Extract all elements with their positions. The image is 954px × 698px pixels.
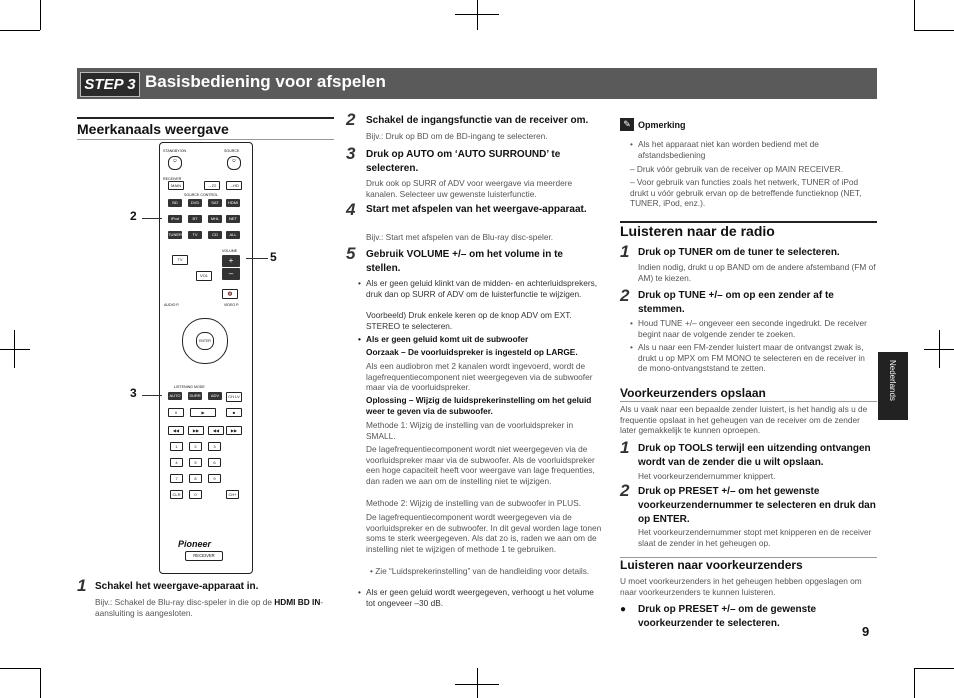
remote-key: ▶▶ <box>188 426 204 435</box>
reference-note: • Zie “Luidsprekerinstelling” van de handleiding voor details. <box>370 566 590 576</box>
step-bullet: ● <box>620 604 627 615</box>
power-button-icon: ⏻ <box>168 156 182 170</box>
remote-label: LISTENING MODE <box>174 385 205 389</box>
registration-mark <box>477 668 478 698</box>
remote-key: CD <box>208 231 222 239</box>
section-heading-listen: Luisteren naar voorkeurzenders <box>620 558 803 572</box>
section-heading-multichannel: Meerkanaals weergave <box>77 121 229 137</box>
crop-mark <box>914 0 915 30</box>
section-intro: Als u vaak naar een bepaalde zender luistert, is het handig als u de frequentie opslaat in het geheugen van de receiver om de zender later gemakkelijk te kunnen oproepen. <box>620 404 868 436</box>
enter-button-icon: ENTER <box>196 332 214 350</box>
remote-label: SOURCE CONTROL <box>184 193 218 197</box>
step-title: Start met afspelen van het weergave-apparaat. <box>366 204 587 215</box>
crop-mark <box>0 668 40 669</box>
note-bullet: • Houd TUNE +/– ongeveer een seconde ingedrukt. De receiver begint naar de volgende zender te zoeken. <box>638 318 874 339</box>
crop-mark <box>914 668 915 698</box>
step-detail: Indien nodig, drukt u op BAND om de andere afstemband (FM of AM) te kiezen. <box>638 262 876 283</box>
num-key: 1 <box>170 442 183 451</box>
step-detail: Bijv.: Druk op BD om de BD-ingang te selecteren. <box>366 131 548 141</box>
remote-key: ◀◀ <box>208 426 224 435</box>
heading-underline <box>77 139 334 140</box>
mute-icon: 🔇 <box>222 289 238 299</box>
step-detail: Het voorkeurzendernummer knippert. <box>638 471 776 481</box>
registration-mark <box>477 0 478 30</box>
remote-control-illustration <box>159 142 253 574</box>
remote-key: ▶▶ <box>226 426 242 435</box>
page-number: 9 <box>862 624 870 639</box>
remote-key: ■ <box>226 408 242 417</box>
remote-key: ◀◀ <box>168 426 184 435</box>
step-title: Druk op PRESET +/– om het gewenste voorkeurzendernummer te selecteren en druk dan op ENTER. <box>638 486 876 525</box>
remote-key-adv: ADV <box>208 392 222 400</box>
registration-mark <box>0 349 30 350</box>
method-2-text: De lagefrequentiecomponent wordt weergegeven via de voorluidspreker en de subwoofer. In dit geval worden lage tonen soms te sterk weergegeven. Als dat zo is, raden we aan om de instelling niet te wijzigen of methode 1 te gebruiken. <box>366 512 602 554</box>
section-intro: U moet voorkeurzenders in het geheugen hebben opgeslagen om naar voorkeurzenders te kunnen luisteren. <box>620 576 862 597</box>
remote-key: BT <box>188 215 202 223</box>
num-key: 4 <box>170 458 183 467</box>
heading-rule <box>77 117 334 119</box>
callout-line <box>142 218 162 219</box>
remote-key: HDMI <box>227 200 239 205</box>
note-bullet: • Als er geen geluid wordt weergegeven, verhoogt u het volume tot ongeveer –30 dB. <box>366 587 602 608</box>
solution-title: Oplossing – Wijzig de luidsprekerinstelling om het geluid weer te geven via de subwoofer. <box>366 395 592 416</box>
remote-key: TV <box>188 231 202 239</box>
pioneer-logo: Pioneer <box>178 539 212 549</box>
remote-key: MAIN <box>168 181 184 190</box>
section-heading-save: Voorkeurzenders opslaan <box>620 386 766 400</box>
remote-key: SAT <box>208 199 222 207</box>
num-key: 0 <box>189 490 202 499</box>
num-key: 8 <box>189 474 202 483</box>
remote-key: iPod <box>168 215 182 223</box>
step-detail: Bijv.: Start met afspelen van de Blu-ray disc-speler. <box>366 232 554 242</box>
note-icon: ✎ <box>620 118 634 131</box>
step-title: Schakel de ingangsfunctie van de receiver om. <box>366 115 589 126</box>
step-number: 2 <box>620 481 630 500</box>
num-key: 2 <box>189 442 202 451</box>
method-1: Methode 1: Wijzig de instelling van de voorluidspreker in SMALL. <box>366 420 574 441</box>
remote-label: SOURCE <box>224 149 240 153</box>
remote-key: VOL <box>196 271 212 281</box>
step-title: Druk op TUNER om de tuner te selecteren. <box>638 247 840 258</box>
callout-line <box>246 258 268 259</box>
note-text: Voorbeeld) Druk enkele keren op de knop ADV om EXT. STEREO te selecteren. <box>366 310 572 331</box>
remote-key-auto: AUTO <box>169 393 181 398</box>
section-banner <box>77 68 877 99</box>
note-bullet: • Als het apparaat niet kan worden bediend met de afstandsbediening <box>638 139 872 160</box>
remote-key: DVD <box>188 199 202 207</box>
volume-plus-icon: + <box>222 255 240 267</box>
note-line: – Druk vóór gebruik van de receiver op MAIN RECEIVER. <box>630 164 844 174</box>
step-number: 2 <box>620 286 630 305</box>
step-title: Druk op AUTO om ‘AUTO SURROUND’ te selecteren. <box>366 149 561 174</box>
remote-key: II <box>168 408 184 417</box>
remote-key: ▶ <box>190 408 216 417</box>
remote-label: STANDBY/ON <box>163 149 187 153</box>
note-bullet: • Als er geen geluid komt uit de subwoofer <box>366 334 602 345</box>
remote-key: TUNER <box>168 232 182 237</box>
source-power-icon: ⏻ <box>227 156 241 170</box>
step-number: 1 <box>620 438 630 457</box>
volume-minus-icon: – <box>222 268 240 280</box>
callout-3: 3 <box>130 386 137 400</box>
crop-mark <box>40 668 41 698</box>
heading-underline <box>620 401 877 402</box>
num-key: 7 <box>170 474 183 483</box>
step-detail: Het voorkeurzendernummer stopt met knipperen en de receiver slaat de zender in het geheugen op. <box>638 527 872 548</box>
num-key: 3 <box>208 442 221 451</box>
callout-2: 2 <box>130 209 137 223</box>
language-tab: Nederlands <box>878 352 908 420</box>
step-title: Druk op TUNE +/– om op een zender af te stemmen. <box>638 290 834 315</box>
receiver-label: RECEIVER <box>185 551 223 561</box>
num-key: CH+ <box>226 490 239 499</box>
step-badge: STEP 3 <box>80 72 140 97</box>
num-key: CLR <box>170 490 183 499</box>
step-number: 1 <box>620 242 630 261</box>
cause-title: Oorzaak – De voorluidspreker is ingesteld op LARGE. <box>366 347 578 357</box>
method-2: Methode 2: Wijzig de instelling van de subwoofer in PLUS. <box>366 498 581 508</box>
step-title: Druk op TOOLS terwijl een uitzending ontvangen wordt van de zender die u wilt opslaan. <box>638 443 871 468</box>
crop-mark <box>914 30 954 31</box>
step-detail: Bijv.: Schakel de Blu-ray disc-speler in die op de HDMI BD IN-aansluiting is aangesloten. <box>95 597 324 618</box>
remote-key: MHL <box>208 215 222 223</box>
remote-key: NET <box>226 215 240 223</box>
step-number: 3 <box>346 144 356 163</box>
remote-key: →Z2 <box>204 181 220 190</box>
callout-line <box>142 395 162 396</box>
crop-mark <box>40 0 41 30</box>
remote-key: TV <box>172 255 188 265</box>
remote-key: →HD <box>226 181 242 190</box>
callout-5: 5 <box>270 250 277 264</box>
remote-label: VIDEO P. <box>224 303 240 307</box>
num-key: 6 <box>208 458 221 467</box>
step-title: Schakel het weergave-apparaat in. <box>95 581 259 592</box>
step-title: Gebruik VOLUME +/– om het volume in te stellen. <box>366 249 563 274</box>
note-bullet: • Als u naar een FM-zender luistert maar de ontvangst zwak is, drukt u op MPX om FM MONO te selecteren en de receiver in de mono-ontvangststand te zetten. <box>638 342 874 374</box>
step-detail: Druk ook op SURR of ADV voor weergave via meerdere kanalen. Selecteer uw gewenste luisterfunctie. <box>366 178 573 199</box>
remote-label: AUDIO P. <box>164 303 180 307</box>
heading-underline <box>620 557 877 558</box>
section-heading-radio: Luisteren naar de radio <box>620 223 775 239</box>
crop-mark <box>0 30 40 31</box>
step-number: 5 <box>346 244 356 263</box>
note-title: Opmerking <box>638 120 686 130</box>
cause-text: Als een audiobron met 2 kanalen wordt ingevoerd, wordt de lagefrequentiecomponent niet weergegeven via de subwoofer maar via de voorluidspreker. <box>366 361 593 393</box>
remote-label: VOLUME <box>222 249 238 253</box>
step-number: 2 <box>346 110 356 129</box>
step-number: 1 <box>77 576 87 595</box>
registration-mark <box>14 330 15 368</box>
note-line: – Voor gebruik van functies zoals het netwerk, TUNER of iPod drukt u vóór gebruik ervan op de betreffende functieknop (NET, TUNER, iPod, enz.). <box>630 177 862 209</box>
step-number: 4 <box>346 200 356 219</box>
registration-mark <box>939 330 940 368</box>
note-bullet: • Als er geen geluid klinkt van de midden- en achterluidsprekers, druk dan op SURR of ADV om de luisterfunctie te wijzigen. <box>366 278 602 299</box>
step-title: Druk op PRESET +/– om de gewenste voorkeurzender te selecteren. <box>638 604 817 629</box>
remote-key-surr: SURR <box>189 393 201 398</box>
num-key: 5 <box>189 458 202 467</box>
remote-label: RECEIVER <box>163 177 182 181</box>
num-key: 9 <box>208 474 221 483</box>
method-1-text: De lagefrequentiecomponent wordt niet weergegeven via de voorluidspreker maar via de subwoofer. Als de voorluidspreker een hoge capaciteit heeft voor weergave van lage frequenties, dan raden we aan om de instelling niet te wijzigen. <box>366 444 595 486</box>
remote-key: CH LV <box>226 392 242 402</box>
remote-key: ALL <box>226 231 240 239</box>
crop-mark <box>914 668 954 669</box>
remote-key-bd: BD <box>168 199 182 207</box>
page-title: Basisbediening voor afspelen <box>145 72 386 91</box>
